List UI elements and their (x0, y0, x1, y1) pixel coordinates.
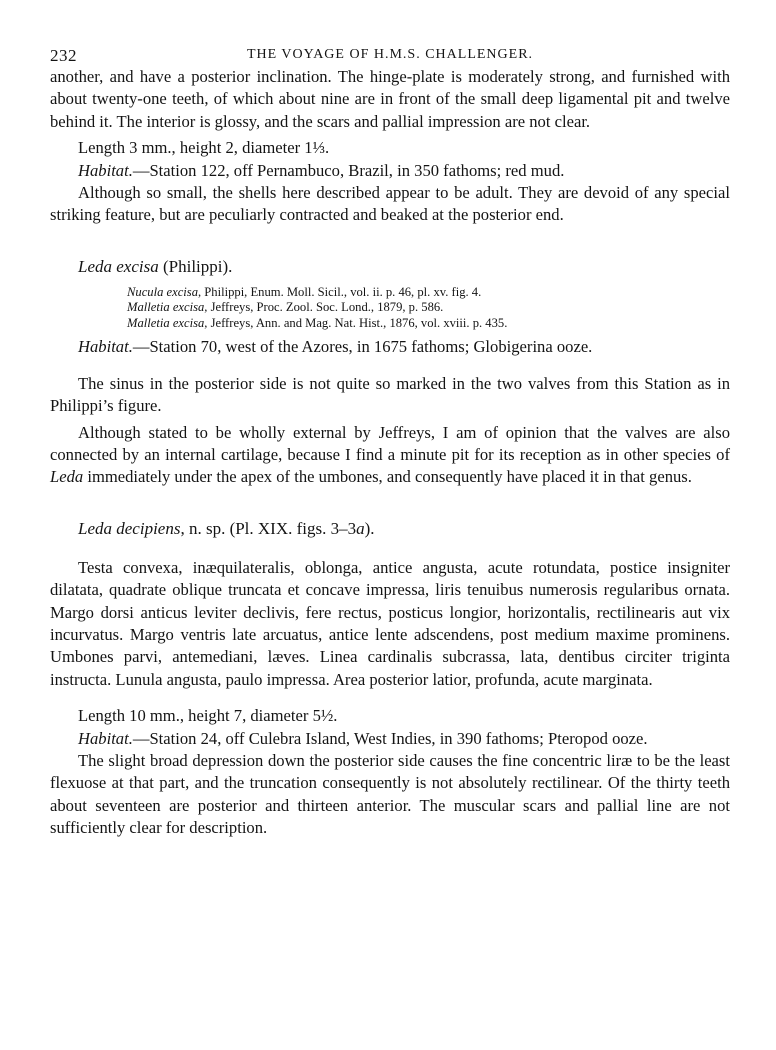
synonym-name: Nucula excisa (127, 284, 198, 299)
habitat-label: Habitat. (78, 337, 133, 357)
remark-paragraph: The slight broad depression down the posterior side causes the fine concentric liræ to be the least flexuose at that part, and the truncation consequently is not absolutely rectilinear. Of the thirty teeth about seventeen are posterior and thirteen anterior. The muscular scars and pallial line are not sufficiently clear for description. (50, 751, 730, 838)
species-author-end: ). (364, 518, 375, 538)
synonym-name: Malletia excisa (127, 315, 205, 330)
intro-section (50, 66, 730, 227)
measurements-line: Length 3 mm., height 2, diameter 1⅓. (78, 138, 330, 158)
habitat-text: —Station 24, off Culebra Island, West Indies, in 390 fathoms; Pteropod ooze. (132, 728, 648, 748)
habitat-line (50, 160, 730, 182)
page-number: 232 (50, 46, 77, 65)
species-name: Leda decipiens (78, 518, 181, 538)
species-author: (Philippi). (158, 256, 233, 276)
species-heading (50, 255, 730, 279)
habitat-label: Habitat. (78, 728, 133, 748)
habitat-text: —Station 70, west of the Azores, in 1675 fathoms; Globigerina ooze. (132, 337, 593, 357)
page-header (50, 38, 730, 66)
genus-name: Leda (50, 467, 84, 487)
continuation-paragraph: another, and have a posterior inclination. The hinge-plate is moderately strong, and furnished with about twenty-one teeth, of which about nine are in front of the small deep ligamental pit and twelve behind it. The interior is glossy, and the scars and pallial impression are not clear. (50, 67, 730, 131)
page (50, 38, 730, 840)
description-paragraph: The sinus in the posterior side is not quite so marked in the two valves from this Station as in Philippi’s figure. (50, 373, 730, 416)
synonym-reference: , Jeffreys, Proc. Zool. Soc. Lond., 1879, p. 586. (204, 300, 444, 315)
species-author: , n. sp. (Pl. XIX. figs. 3–3 (180, 518, 357, 538)
synonym-name: Malletia excisa (127, 300, 205, 315)
synonym-entry (127, 300, 730, 316)
synonym-entry (127, 316, 730, 332)
figure-letter: a (356, 518, 365, 538)
synonym-entry (127, 285, 730, 301)
description-paragraph (50, 422, 730, 489)
habitat-label: Habitat. (78, 160, 133, 180)
paragraph-text: immediately under the apex of the umbones, and consequently have placed it in that genus. (83, 467, 692, 487)
latin-description: Testa convexa, inæquilateralis, oblonga, antice angusta, acute rotundata, postice insigniter dilatata, quadrate oblique truncata et concave impressa, liris tenuibus numerosis regularibus ornata. Margo dorsi anticus leviter declivis, fere rectus, posticus longior, horizontalis, rectilinearis aut vix incurvatus. Margo ventris late arcuatus, antice lente adscendens, post medium maxime prominens. Umbones parvi, antemediani, læves. Linea cardinalis subcrassa, lata, dentibus circiter triginta instructa. Lunula angusta, paulo impressa. Area posterior latior, profunda, acute marginata. (50, 557, 730, 689)
synonym-reference: , Philippi, Enum. Moll. Sicil., vol. ii. p. 46, pl. xv. fig. 4. (198, 284, 482, 299)
measurements-line: Length 10 mm., height 7, diameter 5½. (78, 706, 338, 726)
species-leda-decipiens (50, 517, 730, 840)
running-title: THE VOYAGE OF H.M.S. CHALLENGER. (246, 47, 534, 62)
synonym-reference: , Jeffreys, Ann. and Mag. Nat. Hist., 1876, vol. xviii. p. 435. (204, 315, 508, 330)
species-name: Leda excisa (78, 256, 159, 276)
species-leda-excisa (50, 255, 730, 489)
remark-paragraph: Although so small, the shells here described appear to be adult. They are devoid of any special striking feature, but are peculiarly contracted and beaked at the posterior end. (50, 183, 730, 225)
species-heading (50, 517, 730, 541)
habitat-text: —Station 122, off Pernambuco, Brazil, in 350 fathoms; red mud. (132, 160, 565, 180)
habitat-line (50, 336, 730, 358)
habitat-line (50, 728, 730, 750)
synonymy-list (50, 285, 730, 332)
paragraph-text: Although stated to be wholly external by Jeffreys, I am of opinion that the valves are also connected by an internal cartilage, because I find a minute pit for its reception as in other species of (50, 422, 730, 464)
